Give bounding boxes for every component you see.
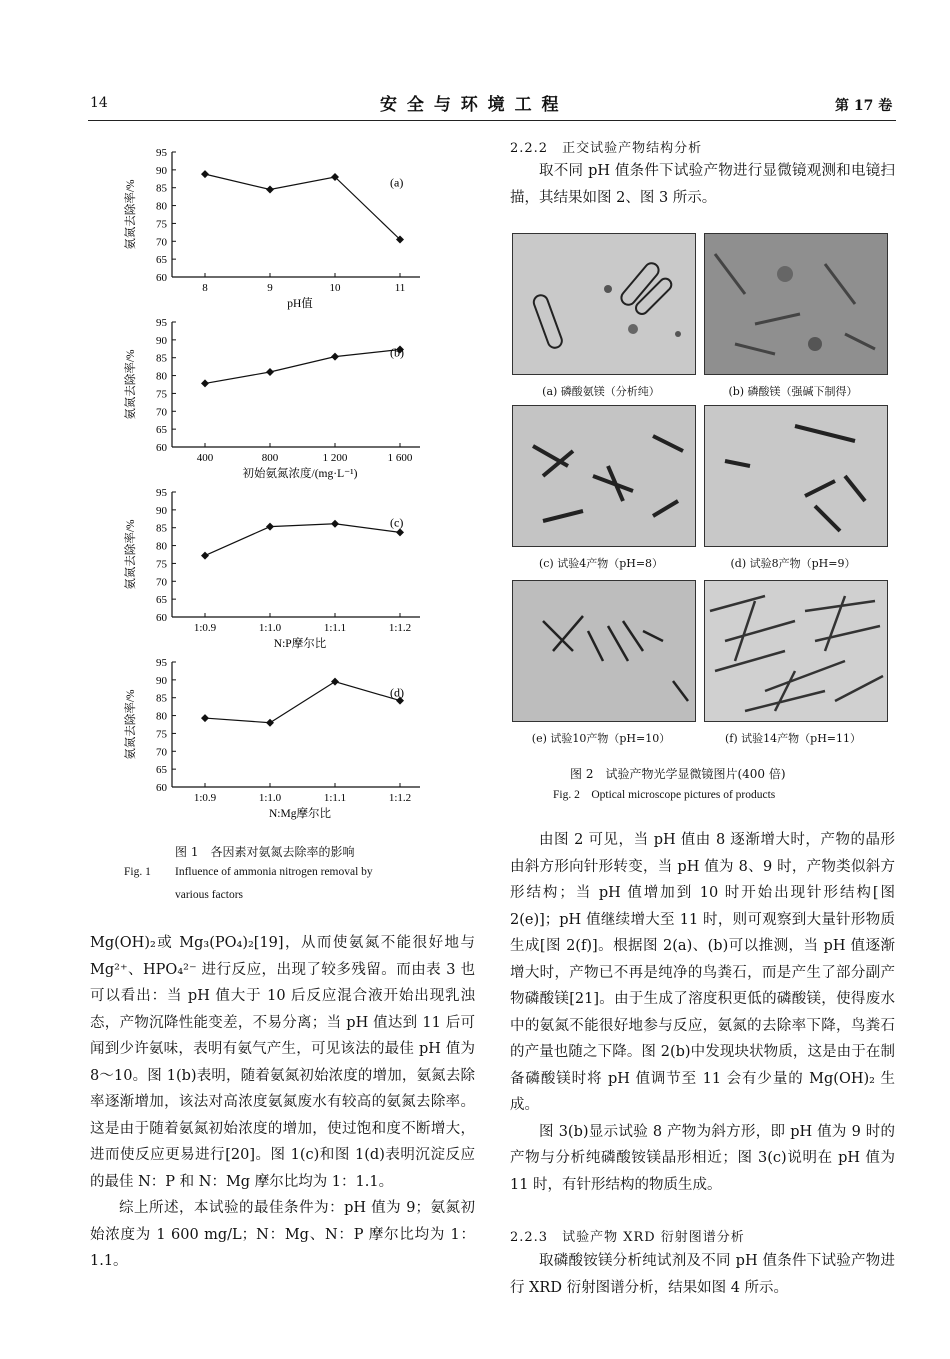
micrograph-c [512,405,696,547]
chart-a-xtick-label: 8 [202,282,208,294]
fig1-caption-en-line2: various factors [175,889,244,901]
right-body-text [510,827,895,1198]
micrograph-b-label: (b) 磷酸镁（强碱下制得） [728,385,858,398]
chart-b-ytick-label: 95 [156,317,167,329]
chart-c-ytick-label: 65 [156,594,167,607]
chart-b-ylabel: 氨氮去除率/% [125,349,137,420]
chart-c-xtick-label: 1:0.9 [193,622,217,634]
chart-a-ytick-label: 65 [156,254,167,267]
chart-d-point [266,719,274,727]
chart-c-tag: (c) [390,515,404,530]
chart-a-ytick-label: 95 [156,147,167,159]
chart-c-xtick-label: 1:1.1 [323,622,347,634]
chart-c-ytick-label: 90 [156,504,167,517]
page-number: 14 [90,95,108,111]
chart-c-ytick-label: 95 [156,487,167,499]
section-2-2-3-heading: 2.2.3 试验产物 XRD 衍射图谱分析 [510,1230,745,1245]
chart-b-point [266,368,274,376]
chart-c-ytick-label: 75 [156,558,167,571]
chart-b-point [331,353,339,361]
right-paragraph-3: 取磷酸铵镁分析纯试剂及不同 pH 值条件下试验产物进行 XRD 衍射图谱分析，结果如图 4 所示。 [510,1253,895,1296]
chart-d-ytick-label: 95 [156,657,167,669]
micrograph-b [704,233,888,375]
micrograph-d [704,405,888,547]
micrograph-f [704,580,888,722]
micrograph-a [512,233,696,375]
right-paragraph-2: 图 3(b)显示试验 8 产物为斜方形，即 pH 值为 9 时的产物与分析纯磷酸铵镁晶形相近；图 3(c)说明在 pH 值为 11 时，有针形结构的物质生成。 [510,1123,895,1193]
chart-d-xtick-label: 1:1.0 [258,792,282,804]
volume-number: 第 17 卷 [835,98,893,114]
chart-b-ytick-label: 75 [156,388,167,401]
header-rule [88,120,896,121]
chart-b-ytick-label: 70 [156,406,167,419]
chart-d-ytick-label: 65 [156,764,167,777]
right-final-text [510,1248,895,1301]
chart-d-xtick-label: 1:1.1 [323,792,347,804]
chart-d-tag: (d) [390,685,404,700]
left-paragraph-1: Mg(OH)₂或 Mg₃(PO₄)₂[19]，从而使氨氮不能很好地与 Mg²⁺、HPO₄²⁻ 进行反应，出现了较多残留。而由表 3 也可以看出：当 pH 值大于 10 后反应混合液开始出现乳浊态，产物沉降性能变差，不易分离；当 pH 值达到 11 后可闻到少许氨味，表明有氨气产生，可见该法的最佳 pH 值为 8～10。图 1(b)表明，随着氨氮初始浓度的增加，氨氮去除率逐渐增加，该法对高浓度氨氮废水有较高的氨氮去除率。这是由于随着氨氮初始浓度的增加，使过饱和度不断增大，进而使反应更易进行[20]。图 1(c)和图 1(d)表明沉淀反应的最佳 N：P 和 N：Mg 摩尔比均为 1：1.1。 [90,935,475,1190]
chart-d-series-line [205,682,400,723]
chart-a-ytick-label: 60 [156,272,167,284]
micrograph-e-label: (e) 试验10产物（pH=10） [531,732,671,745]
fig1-caption-en-line1: Influence of ammonia nitrogen removal by [175,866,373,878]
chart-d-ytick-label: 60 [156,782,167,794]
chart-a-ytick-label: 85 [156,182,167,195]
chart-b-ytick-label: 85 [156,352,167,365]
left-body-text [90,930,475,1275]
chart-c-ytick-label: 80 [156,540,167,553]
journal-title: 安 全 与 环 境 工 程 [380,95,561,115]
right-intro-paragraph: 取不同 pH 值条件下试验产物进行显微镜观测和电镜扫描，其结果如图 2、图 3 所示。 [510,163,895,206]
chart-a-ylabel: 氨氮去除率/% [125,179,137,250]
chart-b-ytick-label: 60 [156,442,167,454]
micrograph-c-label: (c) 试验4产物（pH=8） [538,557,664,570]
right-paragraph-1: 由图 2 可见，当 pH 值由 8 逐渐增大时，产物的晶形由斜方形向针形转变，当 pH 值为 8、9 时，产物类似斜方形结构；当 pH 值增加到 10 时开始出现针形结构[图 2(e)]；pH 值继续增大至 11 时，则可观察到大量针形物质生成[图 2(f)]。根据图 2(a)、(b)可以推测，当 pH 值逐渐增大时，产物已不再是纯净的鸟粪石，而是产生了部分副产物磷酸镁[21]。由于生成了溶度积更低的磷酸镁，使得废水中的氨氮不能很好地参与反应，氨氮的去除率下降，鸟粪石的产量也随之下降。图 2(b)中发现块状物质，这是由于在制备磷酸镁时将 pH 值调节至 11 会有少量的 Mg(OH)₂ 生成。 [510,832,895,1113]
chart-d-ytick-label: 70 [156,746,167,759]
chart-d-ylabel: 氨氮去除率/% [125,689,137,760]
chart-c-point [331,520,339,528]
chart-d-xlabel: N:Mg摩尔比 [269,808,331,820]
chart-c-series-line [205,524,400,556]
chart-a-xtick-label: 10 [329,282,341,294]
section-2-2-2-heading: 2.2.2 正交试验产物结构分析 [510,141,703,156]
fig2-caption-cn: 图 2 试验产物光学显微镜图片(400 倍) [570,767,786,781]
chart-d-point [331,678,339,686]
fig1-caption-en-label: Fig. 1 [124,866,151,878]
micrograph-f-label: (f) 试验14产物（pH=11） [725,732,861,745]
chart-c-ytick-label: 60 [156,612,167,624]
figure-1 [100,140,460,830]
chart-a-ytick-label: 90 [156,164,167,177]
chart-b-ytick-label: 80 [156,370,167,383]
micrograph-d-label: (d) 试验8产物（pH=9） [730,557,856,570]
chart-c-ytick-label: 85 [156,522,167,535]
chart-b-xtick-label: 1 600 [387,452,413,464]
fig1-caption-cn: 图 1 各因素对氨氮去除率的影响 [175,845,355,859]
chart-a-ytick-label: 70 [156,236,167,249]
micrograph-e [512,580,696,722]
micrograph-a-label: (a) 磷酸氨镁（分析纯） [542,385,660,398]
chart-c-xtick-label: 1:1.0 [258,622,282,634]
left-paragraph-2: 综上所述，本试验的最佳条件为：pH 值为 9；氨氮初始浓度为 1 600 mg/L；N：Mg、N：P 摩尔比均为 1：1.1。 [90,1200,475,1269]
chart-a-point [266,186,274,194]
right-intro-text [510,158,895,211]
chart-d-ytick-label: 75 [156,728,167,741]
chart-a-xlabel: pH值 [287,298,313,310]
chart-d-ytick-label: 90 [156,674,167,687]
chart-d-ytick-label: 85 [156,692,167,705]
chart-c-xlabel: N:P摩尔比 [273,638,327,650]
chart-a-series-line [205,174,400,239]
chart-c-point [396,528,404,536]
chart-a-point [201,170,209,178]
chart-c-ylabel: 氨氮去除率/% [125,519,137,590]
chart-b-xtick-label: 400 [196,452,214,464]
chart-b-xtick-label: 1 200 [322,452,348,464]
chart-b-tag: (b) [390,345,404,360]
chart-c-point [201,552,209,560]
chart-a-xtick-label: 9 [267,282,273,294]
chart-d-xtick-label: 1:0.9 [193,792,217,804]
chart-c-xtick-label: 1:1.2 [388,622,412,634]
chart-d-point [201,714,209,722]
chart-a-ytick-label: 80 [156,200,167,213]
chart-d-xtick-label: 1:1.2 [388,792,412,804]
chart-a-tag: (a) [390,175,404,190]
chart-c-point [266,523,274,531]
chart-c-ytick-label: 70 [156,576,167,589]
chart-b-xlabel: 初始氨氮浓度/(mg·L⁻¹) [242,468,358,480]
chart-d-ytick-label: 80 [156,710,167,723]
fig2-caption-en: Fig. 2 Optical microscope pictures of products [553,789,776,801]
chart-b-ytick-label: 90 [156,334,167,347]
chart-b-series-line [205,350,400,384]
chart-b-xtick-label: 800 [261,452,279,464]
chart-b-ytick-label: 65 [156,424,167,437]
chart-a-ytick-label: 75 [156,218,167,231]
chart-a-xtick-label: 11 [394,282,406,294]
chart-b-point [201,379,209,387]
